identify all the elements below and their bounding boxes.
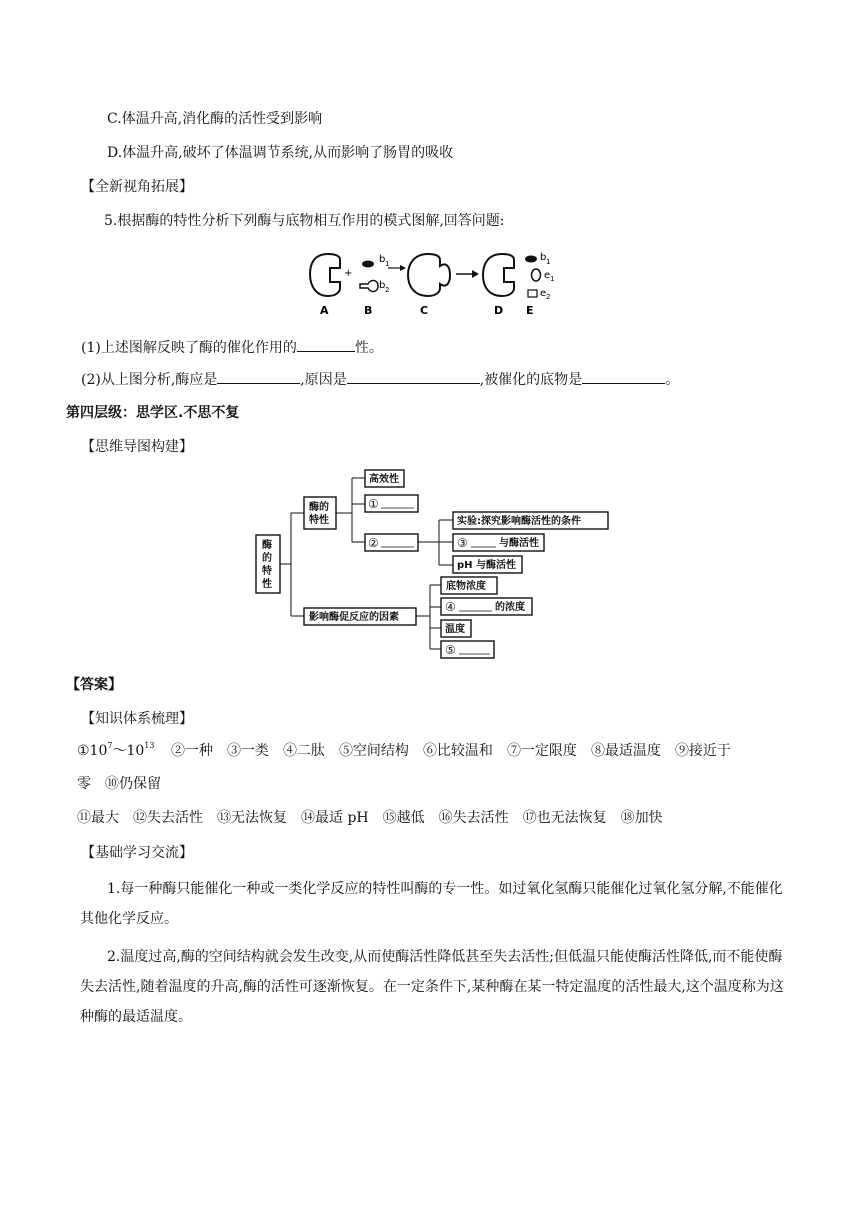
e2-product xyxy=(528,290,537,297)
label-d: D xyxy=(494,304,504,317)
svg-text:酶: 酶 xyxy=(262,540,272,551)
label-b: B xyxy=(364,304,373,317)
level-4-heading: 第四层级：思学区.不思不复 xyxy=(66,405,240,421)
paragraph-1: 1.每一种酶只能催化一种或一类化学反应的特性叫酶的专一性。如过氧化氢酶只能催化过氧化氢分解,不能催化其他化学反应。 xyxy=(80,881,783,927)
mindmap-diagram xyxy=(250,466,610,662)
label-c: C xyxy=(420,304,429,317)
svg-text:e: e xyxy=(540,288,547,299)
answers-row-2: ⑪最大 ⑫失去活性 ⑬无法恢复 ⑭最适 pH ⑮越低 ⑯失去活性 ⑰也无法恢复 ⑱加快 xyxy=(77,810,663,826)
svg-text:pH 与酶活性: pH 与酶活性 xyxy=(457,560,517,571)
answer-blank-3[interactable] xyxy=(347,369,480,384)
svg-text:2: 2 xyxy=(385,286,390,294)
e1-product xyxy=(532,269,541,281)
answer-blank-1[interactable] xyxy=(297,337,355,352)
enzyme-a-shape xyxy=(310,254,340,296)
option-d: D.体温升高,破坏了体温调节系统,从而影响了肠胃的吸收 xyxy=(107,145,454,161)
svg-text:与酶活性: 与酶活性 xyxy=(499,538,539,549)
svg-text:2: 2 xyxy=(546,293,551,301)
svg-text:实验:探究影响酶活性的条件: 实验:探究影响酶活性的条件 xyxy=(457,516,581,527)
question-5-stem: 5.根据酶的特性分析下列酶与底物相互作用的模式图解,回答问题: xyxy=(104,213,505,229)
svg-text:b: b xyxy=(379,254,386,265)
complex-c-shape xyxy=(408,254,450,296)
svg-text:温度: 温度 xyxy=(445,624,465,635)
question-5-part-1: (1)上述图解反映了酶的催化作用的 性。 xyxy=(81,337,383,358)
svg-text:高效性: 高效性 xyxy=(369,474,399,485)
svg-text:特性: 特性 xyxy=(309,515,329,526)
answer-blank-4[interactable] xyxy=(582,369,665,384)
svg-text:的: 的 xyxy=(262,553,272,564)
section-expand-heading: 【全新视角拓展】 xyxy=(81,179,193,195)
label-e: E xyxy=(526,304,534,317)
enzyme-substrate-diagram xyxy=(300,244,560,318)
svg-text:1: 1 xyxy=(550,275,555,283)
knowledge-heading: 【知识体系梳理】 xyxy=(81,711,193,727)
svg-text:②: ② xyxy=(368,536,379,550)
plus-sign: + xyxy=(344,268,353,279)
svg-text:b: b xyxy=(379,280,386,291)
question-5-part-2: (2)从上图分析,酶应是 ,原因是 ,被催化的底物是 。 xyxy=(81,369,679,390)
svg-text:e: e xyxy=(544,270,551,281)
svg-text:性: 性 xyxy=(262,579,272,590)
svg-text:1: 1 xyxy=(546,258,551,266)
svg-text:⑤: ⑤ xyxy=(445,643,456,657)
svg-text:1: 1 xyxy=(385,260,390,268)
answer-1: $①10^7\sim 10^{13}$ xyxy=(77,741,155,759)
basic-heading: 【基础学习交流】 xyxy=(81,845,193,861)
svg-text:底物浓度: 底物浓度 xyxy=(446,581,486,592)
svg-text:酶的: 酶的 xyxy=(309,502,329,513)
answers-row-1: $①10^7\sim 10^{13}$ ②一种 ③一类 ④二肽 ⑤空间结构 ⑥比较温和 ⑦一定限度 ⑧最适温度 ⑨接近于 xyxy=(77,741,731,759)
b2-substrate xyxy=(360,280,378,291)
svg-text:①: ① xyxy=(368,497,379,511)
svg-text:特: 特 xyxy=(262,566,272,577)
paragraph-2: 2.温度过高,酶的空间结构就会发生改变,从而使酶活性降低甚至失去活性;但低温只能使酶活性降低,而不能使酶失去活性,随着温度的升高,酶的活性可逐渐恢复。在一定条件下,某种酶在某一特定温度的活性最大,这个温度称为这种酶的最适温度。 xyxy=(80,949,784,1025)
svg-text:的浓度: 的浓度 xyxy=(495,602,525,613)
label-a: A xyxy=(320,304,329,317)
b1-substrate xyxy=(362,261,374,268)
svg-text:④: ④ xyxy=(445,600,456,614)
svg-text:③: ③ xyxy=(457,536,468,550)
answer-blank-2[interactable] xyxy=(217,369,300,384)
mindmap-heading: 【思维导图构建】 xyxy=(81,439,193,455)
svg-text:b: b xyxy=(540,252,547,263)
enzyme-d-shape xyxy=(483,254,514,296)
answers-row-1-cont: 零 ⑩仍保留 xyxy=(77,776,161,792)
answer-heading: 【答案】 xyxy=(66,677,122,693)
e-b1-product xyxy=(525,256,537,263)
option-c: C.体温升高,消化酶的活性受到影响 xyxy=(107,111,323,127)
svg-text:影响酶促反应的因素: 影响酶促反应的因素 xyxy=(309,612,399,623)
